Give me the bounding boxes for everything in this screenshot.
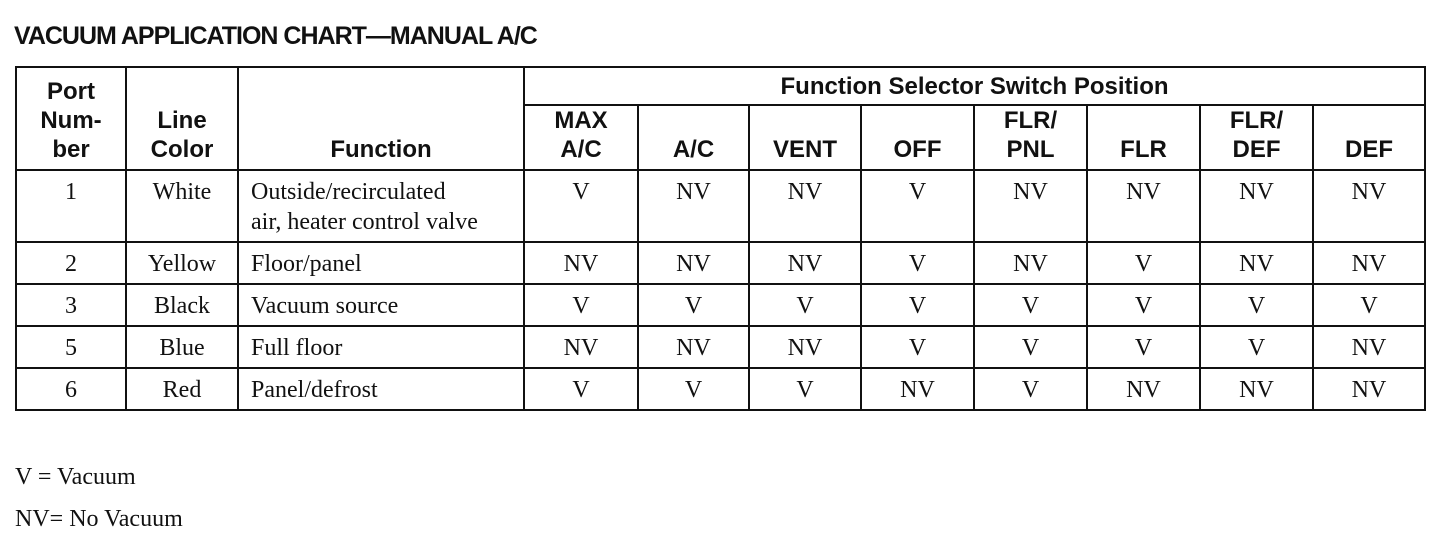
vacuum-state-cell: V — [861, 242, 974, 284]
vacuum-state-cell: V — [974, 368, 1087, 410]
vacuum-state-cell: NV — [1313, 170, 1425, 242]
table-row — [16, 284, 1425, 326]
vacuum-state-cell: NV — [524, 326, 638, 368]
vacuum-state-cell: NV — [638, 242, 749, 284]
port-number-cell: 6 — [16, 368, 126, 410]
line-color-cell: Black — [126, 284, 238, 326]
function-line: Full floor — [251, 335, 343, 361]
table-row — [16, 170, 1425, 242]
port-number-cell: 3 — [16, 284, 126, 326]
header-position — [1313, 105, 1425, 170]
header-color-line: Color — [150, 136, 214, 163]
vacuum-state-cell: V — [1313, 284, 1425, 326]
legend-no-vacuum: NV= No Vacuum — [15, 506, 183, 532]
header-color-line: Line — [157, 107, 207, 134]
vacuum-state-cell: V — [1087, 326, 1200, 368]
header-position — [638, 105, 749, 170]
header-port-line: Num- — [40, 107, 102, 134]
header-port-line: ber — [52, 136, 90, 163]
table-row — [16, 242, 1425, 284]
vacuum-state-cell: V — [861, 326, 974, 368]
vacuum-state-cell: V — [749, 284, 861, 326]
vacuum-state-cell: V — [749, 368, 861, 410]
header-position — [749, 105, 861, 170]
chart-title: VACUUM APPLICATION CHART—MANUAL A/C — [14, 22, 537, 50]
vacuum-state-cell: V — [974, 284, 1087, 326]
vacuum-state-cell: V — [638, 284, 749, 326]
vacuum-state-cell: V — [1087, 284, 1200, 326]
vacuum-state-cell: V — [524, 368, 638, 410]
header-position-line: A/C — [672, 136, 715, 163]
function-cell — [238, 368, 524, 410]
header-position — [1087, 105, 1200, 170]
line-color-cell: Blue — [126, 326, 238, 368]
function-line: Panel/defrost — [251, 377, 378, 403]
line-color-cell: White — [126, 170, 238, 242]
function-line: Outside/recirculated — [251, 179, 446, 205]
vacuum-state-cell: NV — [749, 326, 861, 368]
function-cell — [238, 170, 524, 242]
vacuum-state-cell: V — [524, 170, 638, 242]
function-line: Floor/panel — [251, 251, 362, 277]
vacuum-state-cell: NV — [638, 170, 749, 242]
vacuum-state-cell: NV — [1313, 242, 1425, 284]
function-line: Vacuum source — [251, 293, 399, 319]
function-cell — [238, 242, 524, 284]
header-position-line: OFF — [893, 136, 942, 163]
vacuum-state-cell: V — [638, 368, 749, 410]
vacuum-state-cell: V — [861, 170, 974, 242]
port-number-cell: 2 — [16, 242, 126, 284]
header-port-number — [16, 67, 126, 170]
function-cell — [238, 284, 524, 326]
vacuum-state-cell: NV — [749, 242, 861, 284]
header-position-line: FLR/ — [1003, 107, 1058, 134]
vacuum-state-cell: NV — [638, 326, 749, 368]
vacuum-state-cell: NV — [1200, 170, 1313, 242]
vacuum-state-cell: V — [524, 284, 638, 326]
table-body — [16, 170, 1425, 410]
vacuum-state-cell: V — [861, 284, 974, 326]
header-position-line: MAX — [554, 107, 608, 134]
line-color-cell: Yellow — [126, 242, 238, 284]
header-position-line: PNL — [1006, 136, 1055, 163]
vacuum-state-cell: NV — [1313, 326, 1425, 368]
vacuum-state-cell: NV — [1087, 170, 1200, 242]
table-row — [16, 326, 1425, 368]
header-position-line: DEF — [1345, 136, 1394, 163]
header-position — [1200, 105, 1313, 170]
header-position-line: FLR — [1120, 136, 1167, 163]
table-row — [16, 368, 1425, 410]
header-position-line: A/C — [560, 136, 602, 163]
header-position — [524, 105, 638, 170]
port-number-cell: 1 — [16, 170, 126, 242]
vacuum-state-cell: NV — [1200, 368, 1313, 410]
vacuum-application-table — [15, 66, 1426, 411]
vacuum-state-cell: NV — [974, 242, 1087, 284]
header-position-line: FLR/ — [1229, 107, 1284, 134]
vacuum-state-cell: NV — [524, 242, 638, 284]
header-position — [974, 105, 1087, 170]
header-port-line: Port — [47, 78, 95, 105]
vacuum-state-cell: V — [1200, 284, 1313, 326]
function-cell — [238, 326, 524, 368]
header-function: Function — [238, 67, 524, 170]
vacuum-state-cell: V — [1087, 242, 1200, 284]
function-line: air, heater control valve — [251, 209, 478, 235]
legend-vacuum: V = Vacuum — [15, 464, 136, 490]
port-number-cell: 5 — [16, 326, 126, 368]
vacuum-state-cell: NV — [749, 170, 861, 242]
header-position-line: VENT — [772, 136, 837, 163]
header-position — [861, 105, 974, 170]
vacuum-state-cell: V — [974, 326, 1087, 368]
header-line-color — [126, 67, 238, 170]
vacuum-state-cell: NV — [974, 170, 1087, 242]
vacuum-state-cell: V — [1200, 326, 1313, 368]
vacuum-state-cell: NV — [1313, 368, 1425, 410]
vacuum-state-cell: NV — [861, 368, 974, 410]
line-color-cell: Red — [126, 368, 238, 410]
vacuum-state-cell: NV — [1087, 368, 1200, 410]
header-switch-position-group: Function Selector Switch Position — [524, 67, 1425, 105]
header-position-line: DEF — [1232, 136, 1281, 163]
vacuum-state-cell: NV — [1200, 242, 1313, 284]
